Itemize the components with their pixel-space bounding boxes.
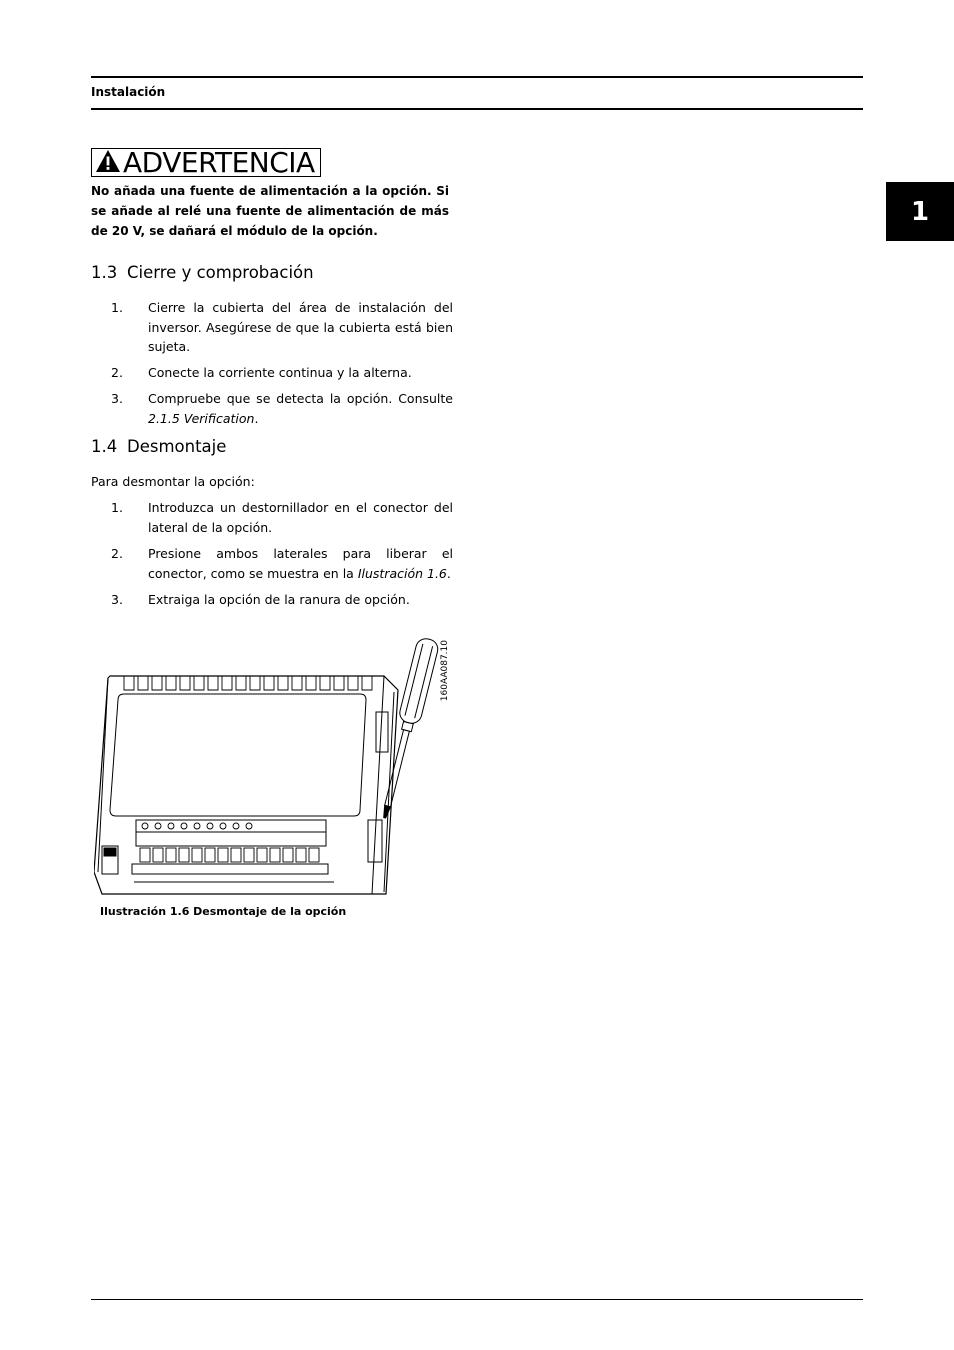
- running-header: Instalación: [91, 85, 166, 99]
- list-item: [91, 298, 453, 357]
- section-heading-1-3: [91, 263, 314, 282]
- list-item: [91, 363, 453, 383]
- section-number: 1.4: [91, 437, 118, 456]
- cross-reference-link[interactable]: 2.1.5 Verification: [148, 410, 255, 426]
- list-text: Extraiga la opción de la ranura de opción.: [148, 592, 410, 607]
- list-text-part: Compruebe que se detecta la opción. Consulte: [148, 391, 453, 406]
- list-text: [148, 389, 453, 428]
- list-item: [91, 498, 453, 537]
- list-number: 3.: [111, 592, 123, 607]
- list-number: 1.: [111, 300, 123, 315]
- list-text: [148, 544, 453, 583]
- list-item: [91, 389, 453, 428]
- list-number: 1.: [111, 500, 123, 515]
- option-removal-illustration: [94, 632, 464, 902]
- warning-text: No añada una fuente de alimentación a la opción. Si se añade al relé una fuente de alimentación de más de 20 V, se dañará el módulo de la opción.: [91, 184, 449, 238]
- list-text: Conecte la corriente continua y la alterna.: [148, 365, 412, 380]
- warning-triangle-icon: [95, 149, 121, 177]
- chapter-tab: 1: [886, 182, 954, 241]
- list-text-part: Presione ambos laterales para liberar el conector, como se muestra en la: [148, 546, 453, 581]
- list-text: Introduzca un destornillador en el conector del lateral de la opción.: [148, 500, 453, 535]
- header-top-rule: [91, 76, 863, 78]
- cross-reference-link[interactable]: Ilustración 1.6: [357, 565, 447, 581]
- warning-title: ADVERTENCIA: [123, 146, 315, 179]
- footer-rule: [91, 1299, 863, 1300]
- list-item: [91, 590, 453, 610]
- header-bottom-rule: [91, 108, 863, 110]
- list-text: Cierre la cubierta del área de instalación del inversor. Asegúrese de que la cubierta está bien sujeta.: [148, 300, 453, 354]
- intro-paragraph: Para desmontar la opción:: [91, 474, 255, 489]
- list-text-part: .: [254, 410, 259, 426]
- warning-box: [91, 148, 321, 177]
- section-number: 1.3: [91, 263, 118, 282]
- section-title: Cierre y comprobación: [127, 263, 314, 282]
- section-heading-1-4: [91, 437, 226, 456]
- section-title: Desmontaje: [127, 437, 227, 456]
- list-item: [91, 544, 453, 583]
- list-number: 2.: [111, 546, 123, 561]
- figure-caption: Ilustración 1.6 Desmontaje de la opción: [100, 905, 347, 918]
- list-text-part: .: [446, 565, 451, 581]
- list-number: 2.: [111, 365, 123, 380]
- figure-code: 160AA087.10: [440, 640, 450, 702]
- list-number: 3.: [111, 391, 123, 406]
